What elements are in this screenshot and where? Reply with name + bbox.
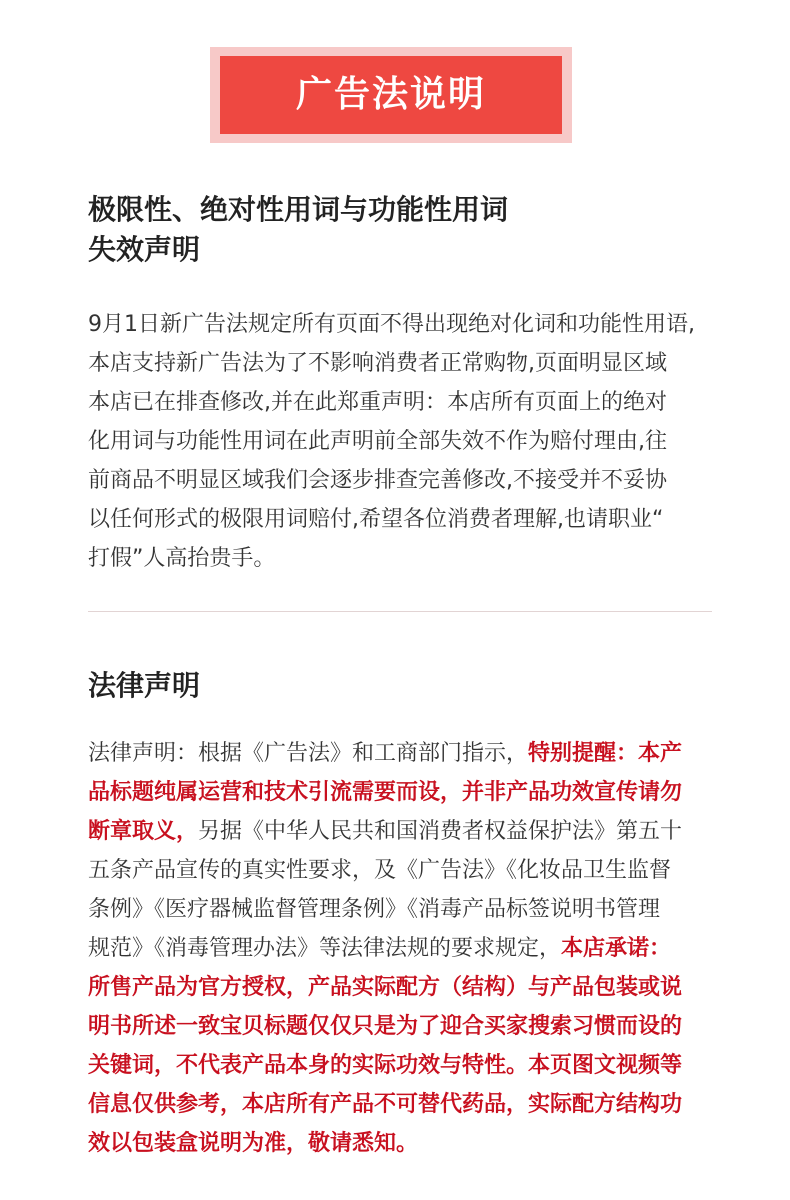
heading-line: 极限性、绝对性用词与功能性用词 <box>88 193 509 226</box>
heading-line: 法律声明 <box>88 669 201 702</box>
legal-line <box>88 890 728 929</box>
legal-text-highlight: 明书所述一致宝贝标题仅仅只是为了迎合买家搜索习惯而设的 <box>88 1014 683 1039</box>
statement-line: 打假”人高抬贵手。 <box>88 546 276 571</box>
section-heading-legal-statement <box>88 666 728 706</box>
banner-title: 广告法说明 <box>295 74 486 115</box>
legal-line <box>88 773 728 812</box>
statement-line: 以任何形式的极限用词赔付,希望各位消费者理解,也请职业“ <box>88 507 664 532</box>
banner-frame <box>210 47 572 143</box>
legal-statement-body <box>88 734 728 1163</box>
legal-text-highlight: 本店承诺： <box>561 936 672 961</box>
legal-line <box>88 851 728 890</box>
absolute-terms-statement <box>88 305 728 578</box>
statement-line: 本店支持新广告法为了不影响消费者正常购物,页面明显区域 <box>88 351 667 376</box>
legal-text: 法律声明：根据《广告法》和工商部门指示， <box>88 741 529 766</box>
legal-line <box>88 734 728 773</box>
legal-text: 另据《中华人民共和国消费者权益保护法》第五十 <box>198 819 683 844</box>
section-heading-absolute-terms <box>88 190 728 270</box>
section-divider <box>88 611 712 612</box>
legal-line <box>88 968 728 1007</box>
legal-text-highlight: 品标题纯属运营和技术引流需要而设，并非产品功效宣传请勿 <box>88 780 683 805</box>
statement-line: 9月1日新广告法规定所有页面不得出现绝对化词和功能性用语, <box>88 312 695 337</box>
heading-line: 失效声明 <box>88 233 201 266</box>
statement-line: 前商品不明显区域我们会逐步排查完善修改,不接受并不妥协 <box>88 468 667 493</box>
legal-line <box>88 1124 728 1163</box>
statement-line: 化用词与功能性用词在此声明前全部失效不作为赔付理由,往 <box>88 429 667 454</box>
legal-text-highlight: 信息仅供参考，本店所有产品不可替代药品，实际配方结构功 <box>88 1092 683 1117</box>
legal-line <box>88 1085 728 1124</box>
banner <box>220 56 562 134</box>
legal-line <box>88 929 728 968</box>
legal-line <box>88 812 728 851</box>
legal-text: 五条产品宣传的真实性要求，及《广告法》《化妆品卫生监督 <box>88 858 672 883</box>
legal-text-highlight: 所售产品为官方授权，产品实际配方（结构）与产品包装或说 <box>88 975 683 1000</box>
legal-line <box>88 1007 728 1046</box>
legal-text-highlight: 特别提醒：本产 <box>528 741 683 766</box>
legal-text: 规范》《消毒管理办法》等法律法规的要求规定， <box>88 936 562 961</box>
statement-line: 本店已在排查修改,并在此郑重声明：本店所有页面上的绝对 <box>88 390 667 415</box>
legal-line <box>88 1046 728 1085</box>
legal-text-highlight: 关键词，不代表产品本身的实际功效与特性。本页图文视频等 <box>88 1053 683 1078</box>
legal-text: 条例》《医疗器械监督管理条例》《消毒产品标签说明书管理 <box>88 897 661 922</box>
legal-text-highlight: 断章取义， <box>88 819 199 844</box>
legal-text-highlight: 效以包装盒说明为准，敬请悉知。 <box>88 1131 419 1156</box>
